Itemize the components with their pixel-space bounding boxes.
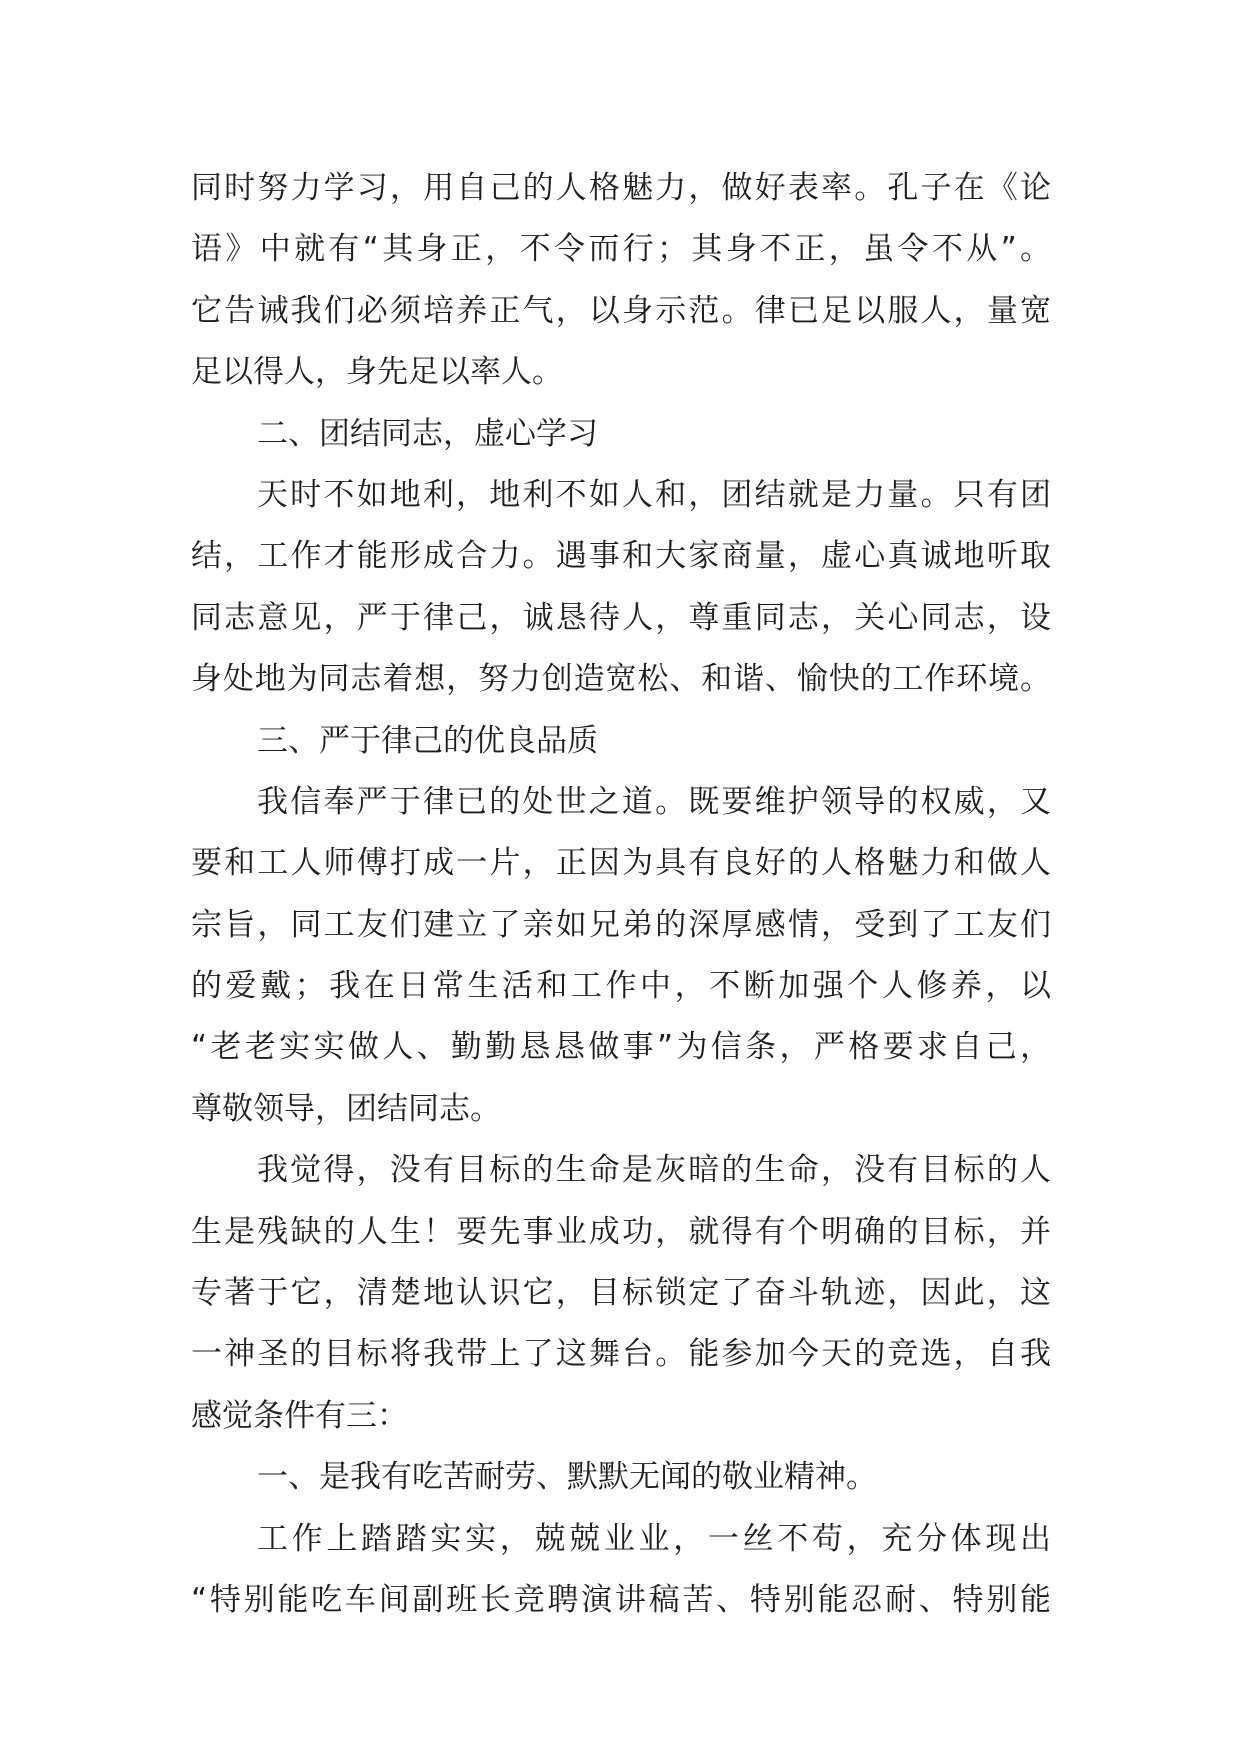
body-text xyxy=(191,158,1051,1631)
text-line: 感觉条件有三： xyxy=(191,1397,408,1434)
text-line: 工作上踏踏实实，兢兢业业，一丝不苟，充分体现出 xyxy=(257,1520,1051,1557)
section-heading: 二、团结同志，虚心学习 xyxy=(257,415,598,452)
text-line: 尊敬领导，团结同志。 xyxy=(191,1090,501,1127)
section-heading: 一、是我有吃苦耐劳、默默无闻的敬业精神。 xyxy=(257,1459,877,1496)
text-line: 同志意见，严于律己，诚恳待人，尊重同志，关心同志，设 xyxy=(191,599,1051,636)
text-line: 专著于它，清楚地认识它，目标锁定了奋斗轨迹，因此，这 xyxy=(191,1275,1051,1312)
text-line: 足以得人，身先足以率人。 xyxy=(191,354,563,391)
text-line: “老老实实做人、勤勤恳恳做事”为信条，严格要求自己， xyxy=(191,1029,1051,1066)
text-line: 我信奉严于律已的处世之道。既要维护领导的权威，又 xyxy=(257,783,1051,820)
text-line: 身处地为同志着想，努力创造宽松、和谐、愉快的工作环境。 xyxy=(191,661,1051,698)
section-heading: 三、严于律己的优良品质 xyxy=(257,722,598,759)
text-line: 结，工作才能形成合力。遇事和大家商量，虚心真诚地听取 xyxy=(191,538,1051,575)
text-line: 语》中就有“其身正，不令而行；其身不正，虽令不从”。 xyxy=(191,231,1051,268)
text-line: 一神圣的目标将我带上了这舞台。能参加今天的竞选，自我 xyxy=(191,1336,1051,1373)
text-line: 同时努力学习，用自己的人格魅力，做好表率。孔子在《论 xyxy=(191,170,1051,206)
text-line: “特别能吃车间副班长竞聘演讲稿苦、特别能忍耐、特别能 xyxy=(191,1581,1051,1618)
text-line: 生是残缺的人生！要先事业成功，就得有个明确的目标，并 xyxy=(191,1213,1051,1250)
text-line: 宗旨，同工友们建立了亲如兄弟的深厚感情，受到了工友们 xyxy=(191,906,1051,943)
text-line: 要和工人师傅打成一片，正因为具有良好的人格魅力和做人 xyxy=(191,845,1051,882)
text-line: 的爱戴；我在日常生活和工作中，不断加强个人修养，以 xyxy=(191,968,1051,1005)
text-line: 我觉得，没有目标的生命是灰暗的生命，没有目标的人 xyxy=(257,1152,1051,1189)
text-line: 它告诫我们必须培养正气，以身示范。律已足以服人，量宽 xyxy=(191,292,1051,329)
text-line: 天时不如地利，地利不如人和，团结就是力量。只有团 xyxy=(257,476,1051,513)
